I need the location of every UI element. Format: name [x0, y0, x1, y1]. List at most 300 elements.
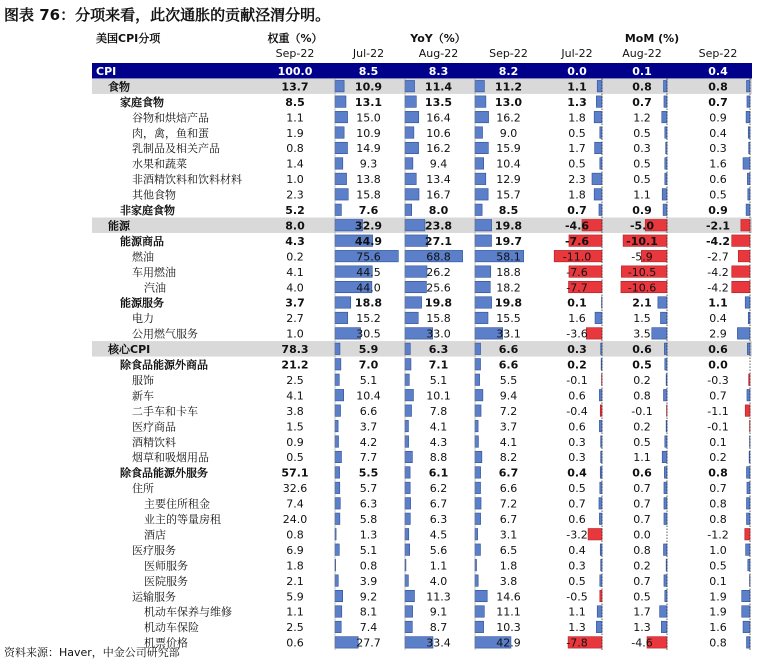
row-label: 其他食物 [132, 188, 176, 202]
mom-value: 0.5 [633, 435, 651, 449]
mom-bar-positive [743, 621, 750, 632]
row-label: 家庭食物 [120, 95, 164, 109]
mom-bar-negative [741, 220, 750, 231]
mom-value: 0.2 [633, 420, 651, 434]
mom-value: 1.6 [709, 621, 727, 635]
yoy-bar [405, 158, 413, 169]
yoy-value: 13.4 [426, 173, 451, 187]
mom-value: 0.9 [632, 204, 652, 217]
mom-value: 1.0 [709, 543, 727, 557]
mom-value: 0.4 [567, 466, 587, 480]
yoy-bar [405, 467, 410, 478]
yoy-bar [475, 235, 491, 246]
mom-value: -3.2 [566, 528, 588, 542]
weight-value: 5.9 [286, 590, 304, 604]
weight-value: 32.6 [282, 482, 308, 496]
yoy-value: 33.1 [496, 327, 521, 341]
yoy-bar [475, 96, 486, 107]
mom-value: 0.4 [709, 126, 727, 140]
yoy-value: 10.4 [496, 157, 521, 171]
yoy-bar [335, 158, 343, 169]
yoy-value: 3.1 [499, 528, 518, 542]
mom-value: 0.7 [567, 204, 587, 217]
yoy-bar [475, 142, 488, 153]
mom-bar-positive [658, 297, 667, 308]
yoy-bar [475, 343, 481, 354]
yoy-value: 27.7 [356, 636, 381, 650]
yoy-value: 33.4 [426, 636, 451, 650]
yoy-value: 5.7 [359, 482, 378, 496]
yoy-value: 10.1 [426, 389, 451, 403]
yoy-bar [475, 513, 481, 524]
yoy-bar [405, 513, 410, 524]
mom-value: 0.7 [709, 389, 727, 403]
yoy-bar [475, 405, 481, 416]
yoy-value: 10.9 [354, 80, 383, 94]
weight-value: 8.5 [285, 95, 305, 109]
mom-value: 0.3 [633, 142, 651, 156]
yoy-value: 9.0 [499, 126, 518, 140]
mom-bar-positive [747, 80, 750, 91]
row-label: 电力 [132, 312, 154, 326]
row-label: 服饰 [132, 373, 154, 387]
yoy-bar [335, 482, 340, 493]
yoy-value: 9.4 [429, 157, 448, 171]
yoy-bar [335, 127, 344, 138]
mom-bar-positive [742, 606, 750, 617]
mom-bar-positive [662, 111, 667, 122]
yoy-value: 15.2 [356, 312, 381, 326]
mom-bar-positive [664, 482, 667, 493]
yoy-bar [335, 590, 343, 601]
yoy-value: 23.8 [424, 219, 453, 233]
mom-bar-negative [738, 250, 750, 261]
mom-value: 0.6 [568, 513, 586, 526]
yoy-value: 10.4 [356, 389, 381, 403]
yoy-bar [405, 189, 419, 200]
mom-value: 0.7 [633, 513, 651, 526]
mom-value: -0.5 [566, 590, 588, 604]
mom-value: 0.2 [633, 373, 651, 387]
yoy-bar [405, 482, 410, 493]
yoy-bar [475, 80, 484, 91]
mom-bar-positive [747, 467, 750, 478]
mom-value: 0.8 [709, 513, 727, 526]
mom-value: 1.6 [568, 312, 586, 326]
header-yoy-period: Sep-22 [489, 47, 528, 60]
yoy-bar [335, 405, 341, 416]
mom-bar-positive [746, 544, 750, 555]
yoy-bar [475, 575, 478, 586]
yoy-value: 11.4 [424, 80, 453, 94]
yoy-bar [405, 266, 427, 277]
header-mom: MoM (%) [624, 32, 680, 45]
mom-bar-positive [742, 590, 750, 601]
yoy-value: 6.6 [498, 343, 519, 357]
weight-value: 3.7 [285, 296, 305, 310]
yoy-bar [335, 312, 348, 323]
mom-value: 0.1 [709, 574, 727, 588]
row-label: 机票价格 [144, 636, 188, 650]
header-yoy: YoY（%） [410, 32, 466, 45]
yoy-bar [405, 606, 413, 617]
yoy-bar [405, 204, 412, 215]
weight-value: 0.8 [286, 142, 304, 156]
mom-value: -0.4 [566, 404, 588, 418]
mom-bar-positive [662, 189, 667, 200]
mom-bar-positive [664, 389, 667, 400]
yoy-value: 0.8 [359, 559, 378, 573]
mom-value: -0.1 [631, 404, 653, 418]
mom-bar-negative [732, 281, 750, 292]
yoy-value: 19.7 [494, 234, 523, 248]
mom-value: 0.9 [708, 204, 728, 217]
row-label: 食物 [108, 80, 130, 94]
weight-value: 13.7 [281, 80, 309, 94]
yoy-bar [405, 621, 412, 632]
mom-value: 1.3 [568, 621, 586, 635]
yoy-bar [475, 281, 490, 292]
weight-value: 21.2 [281, 358, 309, 372]
yoy-value: 3.9 [359, 574, 378, 588]
yoy-bar [405, 405, 412, 416]
mom-bar-negative [588, 529, 602, 540]
yoy-bar [475, 498, 481, 509]
mom-value: 0.5 [632, 358, 652, 372]
row-label: 业主的等量房租 [144, 513, 221, 526]
row-label: 医师服务 [144, 559, 188, 573]
mom-value: -4.6 [564, 219, 590, 233]
yoy-bar [405, 142, 419, 153]
mom-value: 1.3 [633, 621, 651, 635]
yoy-bar [475, 482, 481, 493]
mom-value: 0.3 [568, 559, 586, 573]
yoy-bar [405, 96, 416, 107]
yoy-bar [405, 420, 408, 431]
yoy-bar [475, 374, 480, 385]
yoy-value: 10.3 [496, 621, 521, 635]
yoy-value: 6.3 [429, 513, 448, 526]
yoy-value: 5.8 [359, 513, 378, 526]
yoy-value: 8.1 [359, 605, 378, 619]
weight-value: 2.3 [286, 188, 304, 202]
yoy-value: 7.6 [358, 204, 379, 217]
yoy-value: 6.2 [429, 482, 448, 496]
yoy-bar [335, 467, 340, 478]
yoy-bar [475, 127, 483, 138]
mom-value: 0.8 [709, 636, 727, 650]
mom-value: 0.7 [708, 95, 728, 109]
header-yoy-period: Jul-22 [352, 47, 385, 60]
mom-value: 1.7 [568, 142, 586, 156]
mom-value: -4.2 [707, 265, 729, 279]
yoy-bar [405, 374, 409, 385]
mom-bar-positive [747, 96, 750, 107]
yoy-value: 4.2 [359, 435, 378, 449]
mom-bar-positive [664, 80, 667, 91]
row-label: 机动车保养与维修 [144, 605, 232, 619]
yoy-value: 5.1 [359, 543, 378, 557]
mom-value: 0.8 [633, 543, 651, 557]
yoy-value: 68.8 [426, 250, 451, 264]
yoy-bar [475, 621, 484, 632]
yoy-value: 4.5 [429, 528, 448, 542]
yoy-bar [335, 513, 340, 524]
weight-value: 0.6 [286, 636, 304, 650]
yoy-value: 44.0 [356, 281, 381, 295]
yoy-bar [405, 451, 412, 462]
row-label: 肉，禽，鱼和蛋 [132, 126, 209, 140]
yoy-value: 8.2 [499, 451, 518, 465]
mom-value: 0.8 [708, 80, 728, 94]
yoy-value: 18.2 [496, 281, 521, 295]
mom-value: 0.5 [633, 126, 651, 140]
mom-value: -7.7 [566, 281, 588, 295]
yoy-bar [475, 389, 483, 400]
yoy-value: 11.1 [496, 605, 521, 619]
weight-value: 1.0 [286, 173, 304, 187]
yoy-value: 30.5 [356, 327, 381, 341]
mom-bar-positive [737, 328, 750, 339]
mom-value: 0.8 [709, 497, 727, 511]
row-label: 除食品能源外商品 [120, 358, 208, 372]
mom-value: 0.7 [568, 497, 586, 511]
mom-bar-positive [664, 544, 667, 555]
mom-bar-positive [664, 513, 667, 524]
row-label: 除食品能源外服务 [120, 466, 208, 480]
mom-value: 0.5 [568, 574, 586, 588]
mom-value: 0.5 [709, 559, 727, 573]
mom-bar-positive [664, 575, 667, 586]
yoy-bar [335, 389, 344, 400]
mom-bar-positive [595, 142, 602, 153]
yoy-value: 5.1 [359, 373, 378, 387]
yoy-bar [405, 529, 409, 540]
mom-bar-positive [596, 96, 602, 107]
mom-value: 0.4 [709, 312, 727, 326]
yoy-bar [475, 544, 480, 555]
yoy-value: 10.6 [426, 126, 451, 140]
row-label: 医疗商品 [132, 420, 176, 434]
yoy-bar [475, 111, 489, 122]
mom-bar-negative [732, 235, 750, 246]
yoy-value: 32.9 [354, 219, 383, 233]
mom-value: -4.6 [631, 636, 653, 650]
yoy-bar [405, 80, 415, 91]
yoy-value: 16.4 [426, 111, 451, 125]
yoy-value: 33.0 [426, 327, 451, 341]
yoy-bar [475, 158, 484, 169]
yoy-bar [405, 173, 416, 184]
mom-bar-positive [747, 637, 750, 648]
yoy-value: 9.4 [499, 389, 518, 403]
yoy-bar [335, 544, 339, 555]
row-label: 住所 [132, 482, 154, 496]
mom-value: 2.9 [709, 327, 727, 341]
yoy-value: 11.2 [494, 80, 523, 94]
yoy-value: 16.2 [496, 111, 521, 125]
weight-value: 4.3 [285, 234, 305, 248]
mom-value: 0.5 [568, 126, 586, 140]
yoy-value: 13.5 [424, 95, 453, 109]
yoy-value: 6.3 [359, 497, 378, 511]
mom-bar-negative [745, 529, 750, 540]
row-label: 酒精饮料 [132, 435, 176, 449]
yoy-value: 14.9 [356, 142, 381, 156]
yoy-value: 6.7 [429, 497, 448, 511]
yoy-value: 44.5 [356, 265, 381, 279]
yoy-value: 7.2 [499, 497, 518, 511]
yoy-bar [475, 467, 481, 478]
mom-value: 0.6 [568, 389, 586, 403]
row-label: 医院服务 [144, 574, 188, 588]
mom-bar-positive [664, 498, 667, 509]
mom-value: -5.9 [631, 250, 653, 264]
mom-bar-positive [596, 621, 602, 632]
mom-bar-positive [747, 513, 750, 524]
row-label: 能源商品 [120, 234, 164, 248]
yoy-value: 7.1 [428, 358, 449, 372]
yoy-bar [475, 220, 492, 231]
mom-value: 0.9 [709, 111, 727, 125]
weight-value: 8.0 [285, 219, 305, 233]
yoy-bar [335, 173, 347, 184]
yoy-value: 6.7 [498, 466, 519, 480]
yoy-bar [405, 127, 414, 138]
yoy-value: 13.0 [494, 95, 523, 109]
row-label: 非家庭食物 [120, 204, 175, 217]
mom-value: -2.7 [707, 250, 729, 264]
mom-value: 0.3 [568, 451, 586, 465]
yoy-value: 4.1 [429, 420, 448, 434]
mom-value: 0.7 [632, 95, 652, 109]
yoy-value: 8.2 [498, 64, 519, 78]
row-label: 机动车保险 [144, 621, 199, 635]
yoy-value: 7.2 [499, 404, 518, 418]
weight-value: 2.5 [286, 373, 304, 387]
yoy-bar [475, 297, 492, 308]
weight-value: 7.4 [286, 497, 304, 511]
mom-bar-positive [660, 606, 667, 617]
row-label: 新车 [132, 389, 154, 403]
mom-value: 0.6 [632, 343, 652, 357]
yoy-bar [405, 312, 418, 323]
yoy-bar [405, 297, 422, 308]
row-label: 车用燃油 [132, 265, 176, 279]
yoy-value: 8.7 [429, 621, 448, 635]
mom-bar-positive [594, 111, 602, 122]
yoy-bar [405, 359, 411, 370]
yoy-bar [475, 266, 491, 277]
yoy-bar [405, 544, 410, 555]
cpi-header-row [92, 63, 752, 78]
yoy-value: 4.1 [499, 435, 518, 449]
yoy-bar [475, 189, 488, 200]
source-note: 资料来源：Haver，中金公司研究部 [4, 646, 180, 659]
row-label: 水果和蔬菜 [132, 157, 187, 171]
yoy-bar [335, 204, 341, 215]
weight-value: 57.1 [281, 466, 309, 480]
header-mom-period: Sep-22 [698, 47, 738, 60]
yoy-value: 13.1 [354, 95, 383, 109]
yoy-bar [475, 359, 481, 370]
row-label: 公用燃气服务 [132, 327, 198, 341]
mom-value: -4.2 [705, 234, 731, 248]
yoy-bar [335, 189, 348, 200]
mom-value: 0.1 [709, 435, 727, 449]
yoy-value: 19.8 [494, 296, 523, 310]
mom-value: 0.3 [709, 142, 727, 156]
weight-value: 0.8 [286, 528, 304, 542]
mom-bar-positive [599, 204, 602, 215]
yoy-value: 5.6 [429, 543, 448, 557]
mom-value: 1.1 [567, 80, 587, 94]
weight-value: 4.0 [286, 281, 304, 295]
mom-value: -11.0 [562, 250, 592, 264]
mom-value: 0.6 [632, 466, 652, 480]
mom-value: 1.1 [708, 296, 728, 310]
mom-bar-positive [594, 189, 602, 200]
yoy-bar [405, 111, 419, 122]
yoy-value: 6.5 [499, 543, 518, 557]
mom-value: 0.0 [567, 64, 587, 78]
mom-value: 0.2 [567, 358, 587, 372]
yoy-value: 6.1 [428, 466, 449, 480]
yoy-value: 7.0 [358, 358, 379, 372]
mom-value: -7.6 [566, 265, 588, 279]
mom-value: -10.1 [626, 234, 658, 248]
weight-value: 78.3 [281, 343, 309, 357]
weight-value: 1.5 [286, 420, 304, 434]
yoy-value: 5.9 [358, 343, 379, 357]
yoy-bar [335, 575, 338, 586]
yoy-value: 15.0 [356, 111, 381, 125]
yoy-bar [475, 204, 482, 215]
weight-value: 0.2 [286, 250, 304, 264]
mom-value: -1.2 [707, 528, 729, 542]
yoy-value: 15.5 [496, 312, 521, 326]
yoy-value: 5.5 [499, 373, 518, 387]
mom-value: 0.2 [633, 559, 651, 573]
yoy-value: 18.8 [496, 265, 521, 279]
row-label: 能源 [108, 219, 130, 233]
mom-bar-positive [599, 498, 602, 509]
mom-value: -10.5 [627, 265, 657, 279]
yoy-value: 4.3 [429, 435, 448, 449]
mom-bar-positive [747, 482, 750, 493]
yoy-bar [405, 575, 408, 586]
weight-value: 2.7 [286, 312, 304, 326]
mom-value: 1.7 [633, 605, 651, 619]
weight-value: 1.9 [286, 126, 304, 140]
mom-value: 0.6 [709, 173, 727, 187]
mom-value: 1.1 [633, 451, 651, 465]
weight-value: 1.0 [286, 327, 304, 341]
yoy-value: 26.2 [426, 265, 451, 279]
yoy-value: 3.8 [499, 574, 518, 588]
weight-value: 3.8 [286, 404, 304, 418]
mom-value: 0.8 [633, 389, 651, 403]
yoy-bar [335, 297, 351, 308]
mom-value: 0.5 [633, 157, 651, 171]
yoy-value: 19.8 [424, 296, 453, 310]
yoy-value: 5.1 [429, 373, 448, 387]
mom-value: 0.8 [632, 80, 652, 94]
yoy-bar [405, 281, 426, 292]
yoy-bar [335, 451, 341, 462]
yoy-bar [335, 420, 338, 431]
yoy-bar [335, 80, 344, 91]
